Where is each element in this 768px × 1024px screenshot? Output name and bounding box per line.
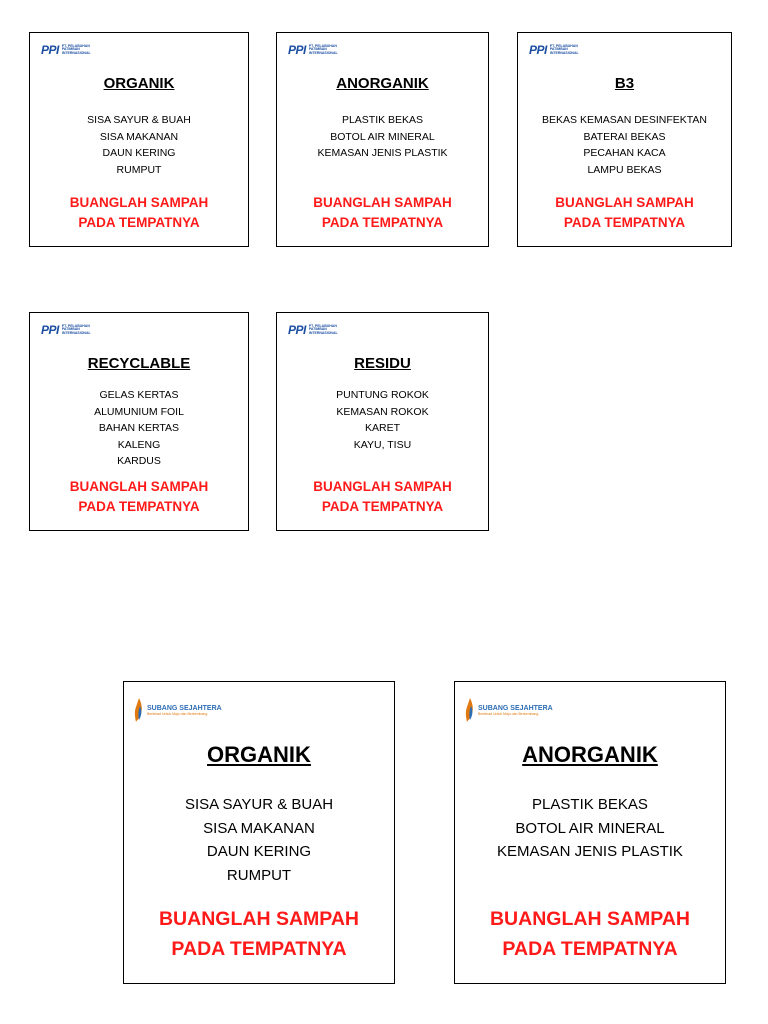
ppi-logo-line: PT. PELABUHAN <box>61 43 90 48</box>
card-item: BAHAN KERTAS <box>98 422 180 434</box>
ppi-logo-line: PT. PELABUHAN <box>308 43 337 48</box>
ppi-logo-text <box>309 325 338 336</box>
card-item: BOTOL AIR MINERAL <box>330 130 435 143</box>
card-item: KEMASAN JENIS PLASTIK <box>317 147 448 159</box>
card-title: B3 <box>614 75 635 92</box>
large-card-anorganik <box>454 681 726 984</box>
card-item: PLASTIK BEKAS <box>532 796 648 813</box>
card-organik <box>29 32 249 247</box>
flame-icon <box>134 698 144 722</box>
card-items <box>30 387 248 470</box>
card-item: PECAHAN KACA <box>583 147 666 159</box>
card-item: KARET <box>364 422 400 434</box>
cta-line-2: PADA TEMPATNYA <box>321 499 444 514</box>
ppi-logo-line: PATIMBAN <box>549 47 568 52</box>
ppi-logo-line: INTERNASIONAL <box>308 50 338 55</box>
card-cta <box>455 904 725 964</box>
cta-line-2: PADA TEMPATNYA <box>563 215 686 230</box>
card-item: SISA MAKANAN <box>203 819 315 837</box>
subang-sejahtera-tagline: Bertekad Untuk Maju dan Berkembang <box>147 711 208 716</box>
card-title: ANORGANIK <box>336 75 429 92</box>
card-item: DAUN KERING <box>102 147 176 159</box>
card-item: KAYU, TISU <box>353 438 412 451</box>
ppi-logo-line: PT. PELABUHAN <box>549 43 578 48</box>
card-title: ORGANIK <box>103 75 175 92</box>
cta-line-2: PADA TEMPATNYA <box>321 215 444 230</box>
cta-line-1: BUANGLAH SAMPAH <box>158 908 360 930</box>
card-item: ALUMUNIUM FOIL <box>94 405 184 418</box>
card-cta <box>518 193 731 233</box>
ppi-logo-text <box>62 45 91 56</box>
flame-icon <box>465 698 475 722</box>
card-cta <box>30 477 248 517</box>
card-items <box>124 793 394 887</box>
ppi-logo-line: PATIMBAN <box>61 47 80 52</box>
ppi-logo-mark: PPI <box>41 323 59 337</box>
large-card-clip <box>453 681 691 985</box>
cta-line-2: PADA TEMPATNYA <box>171 938 347 960</box>
card-item: SISA SAYUR & BUAH <box>87 114 191 126</box>
ppi-logo-line: INTERNASIONAL <box>549 50 579 55</box>
ppi-logo-line: PATIMBAN <box>308 327 327 332</box>
card-title: RECYCLABLE <box>87 355 191 372</box>
card-item: LAMPU BEKAS <box>587 163 662 176</box>
ppi-logo-mark: PPI <box>529 43 547 57</box>
card-item: PUNTUNG ROKOK <box>336 389 429 401</box>
card-item: RUMPUT <box>226 866 292 884</box>
card-item: BOTOL AIR MINERAL <box>515 819 665 837</box>
card-item: KARDUS <box>117 455 161 467</box>
card-item: SISA MAKANAN <box>99 130 179 143</box>
card-item: BEKAS KEMASAN DESINFEKTAN <box>542 114 707 126</box>
card-title: ANORGANIK <box>522 742 658 767</box>
ppi-logo-line: PATIMBAN <box>61 327 80 332</box>
large-card-organik <box>123 681 395 984</box>
cta-line-2: PADA TEMPATNYA <box>78 499 200 514</box>
cta-line-2: PADA TEMPATNYA <box>502 938 678 960</box>
ppi-logo-mark: PPI <box>288 43 306 57</box>
card-item: KEMASAN ROKOK <box>336 405 429 418</box>
cta-line-1: BUANGLAH SAMPAH <box>69 195 209 210</box>
cta-line-2: PADA TEMPATNYA <box>78 215 200 230</box>
ppi-logo-line: PT. PELABUHAN <box>61 323 90 328</box>
ppi-logo-mark: PPI <box>288 323 306 337</box>
card-recyclable <box>29 312 249 531</box>
card-items <box>30 112 248 178</box>
card-item: PLASTIK BEKAS <box>341 114 424 126</box>
ppi-logo-line: PATIMBAN <box>308 47 327 52</box>
ppi-logo-line: INTERNASIONAL <box>61 50 91 55</box>
cta-line-1: BUANGLAH SAMPAH <box>313 195 452 210</box>
cta-line-1: BUANGLAH SAMPAH <box>489 908 691 930</box>
ppi-logo <box>288 44 338 56</box>
card-cta <box>124 904 394 964</box>
card-item: KALENG <box>117 438 161 451</box>
card-cta <box>277 193 488 233</box>
card-cta <box>277 477 488 517</box>
subang-sejahtera-tagline: Bertekad Untuk Maju dan Berkembang <box>478 711 539 716</box>
card-item: DAUN KERING <box>206 843 312 860</box>
cta-line-1: BUANGLAH SAMPAH <box>555 195 694 210</box>
ppi-logo-line: PT. PELABUHAN <box>308 323 337 328</box>
ppi-logo <box>288 324 338 336</box>
card-item: GELAS KERTAS <box>99 389 179 401</box>
card-item: RUMPUT <box>116 163 162 176</box>
subang-sejahtera-name: SUBANG SEJAHTERA <box>478 704 553 712</box>
card-items <box>455 793 725 864</box>
card-items <box>518 112 731 178</box>
ppi-logo-text <box>62 325 91 336</box>
card-item: KEMASAN JENIS PLASTIK <box>497 843 683 860</box>
card-cta <box>30 193 248 233</box>
ppi-logo <box>529 44 579 56</box>
card-items <box>277 112 488 162</box>
ppi-logo-mark: PPI <box>41 43 59 57</box>
ppi-logo <box>41 324 91 336</box>
card-title: RESIDU <box>354 355 411 372</box>
ppi-logo-text <box>309 45 338 56</box>
ppi-logo <box>41 44 91 56</box>
card-item: SISA SAYUR & BUAH <box>184 796 334 813</box>
subang-sejahtera-logo <box>465 698 553 722</box>
subang-sejahtera-logo <box>134 698 222 722</box>
subang-sejahtera-name: SUBANG SEJAHTERA <box>147 704 222 712</box>
card-title: ORGANIK <box>207 742 311 767</box>
card-anorganik <box>276 32 489 247</box>
cta-line-1: BUANGLAH SAMPAH <box>313 479 452 494</box>
ppi-logo-text <box>550 45 579 56</box>
ppi-logo-line: INTERNASIONAL <box>61 330 91 335</box>
card-b3 <box>517 32 732 247</box>
cta-line-1: BUANGLAH SAMPAH <box>69 479 209 494</box>
card-item: BATERAI BEKAS <box>583 130 666 143</box>
card-items <box>277 387 488 453</box>
ppi-logo-line: INTERNASIONAL <box>308 330 338 335</box>
card-residu <box>276 312 489 531</box>
